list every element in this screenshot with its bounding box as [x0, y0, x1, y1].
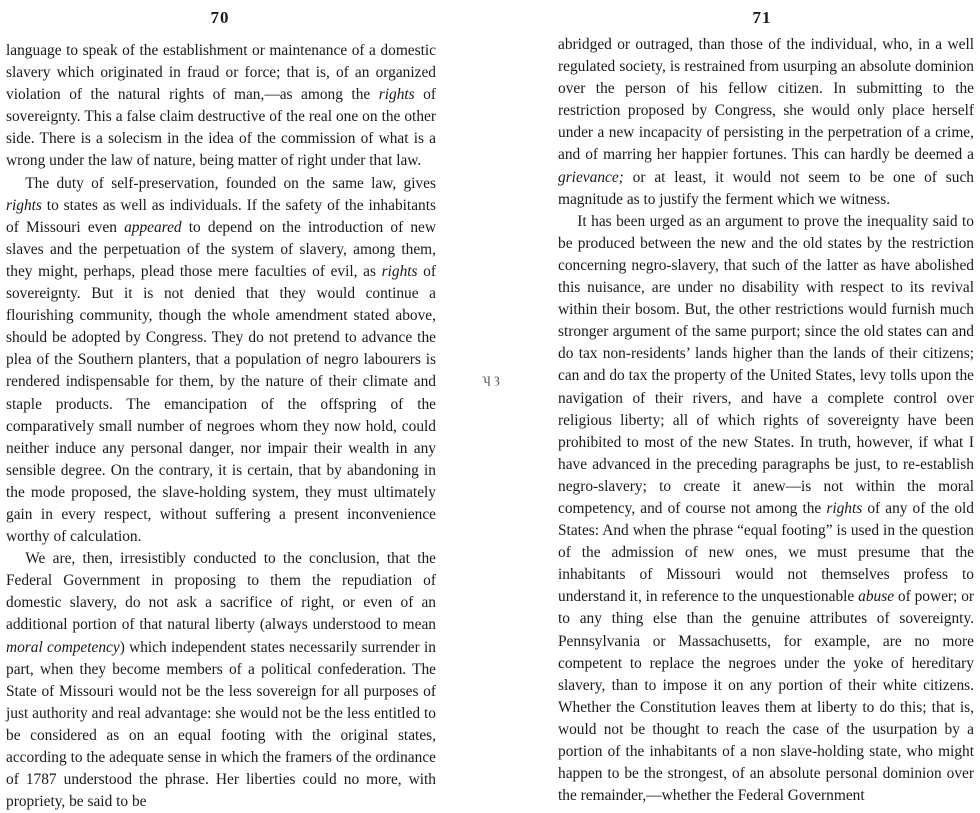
text-segment: We are, then, irresistibly conducted to the conclusion, that the Federal Government in proposing to them the repudiation of domestic slavery, do not ask a sacrifice of right, or even of an additional portion of that natural liberty (always understood to mean	[6, 550, 436, 634]
text-segment: language to speak of the establishment or maintenance of a domestic slavery which originated in fraud or force; that is, of an organized violation of the natural rights of man,—as among the	[6, 42, 436, 104]
left-paragraph-3	[6, 548, 436, 813]
italic-text: rights	[826, 499, 863, 517]
gutter-mark: ʮ ȝ	[482, 372, 500, 387]
text-segment: to depend on the introduction of new slaves and the perpetuation of the system of slavery, among them, they might, perhaps, plead those mere faculties of evil, as	[6, 218, 436, 280]
text-segment: ) which independent states necessarily surrender in part, when they become members of a political confederation. The State of Missouri would not be the less sovereign for all purposes of just authority and real advantage: she would not be the less entitled to be considered as on an equal footing with the original states, according to the adequate sense in which the framers of the ordinance of 1787 understood the phrase. Her liberties could no more, with propriety, be said to be	[6, 638, 436, 811]
italic-text: rights	[6, 196, 42, 214]
text-segment: or at least, it would not seem to be one of such magnitude as to justify the ferment which we witness.	[558, 168, 974, 208]
left-paragraph-1	[6, 40, 436, 173]
text-segment: abridged or outraged, than those of the individual, who, in a well regulated society, is restrained from usurping an absolute dominion over the person of his fellow citizen. In submitting to the restriction proposed by Congress, she would only place herself under a new incapacity of persisting in the perpetration of a crime, and of marring her happier fortunes. This can hardly be deemed a	[558, 36, 974, 164]
page-number-left: 70	[210, 8, 230, 27]
left-page-body	[6, 40, 436, 813]
italic-text: abuse	[858, 588, 895, 606]
italic-text: grievance;	[558, 168, 624, 186]
right-paragraph-1	[558, 34, 974, 211]
text-segment: It has been urged as an argument to prove the inequality said to be produced between the new and the old states by the restriction concerning negro-slavery, that such of the latter as have abolished this nuisance, are under no disability with respect to its revival within their bosom. But, the other restrictions would furnish much stronger argument of the same purport; since the old states can and do tax non-residents’ lands higher than the lands of their citizens; can and do tax the property of the United States, levy tolls upon the navigation of their rivers, and have a complete control over religious liberty; all of which rights of sovereignty have been prohibited to most of the new States. In truth, however, if what I have advanced in the preceding paragraphs be just, to re-establish negro-slavery; to create it anew—is not within the moral competency, and of course not among the	[558, 212, 974, 517]
right-page-body	[558, 34, 974, 807]
text-segment: The duty of self-preservation, founded on the same law, gives	[25, 174, 436, 192]
left-paragraph-2	[6, 173, 436, 549]
text-segment: of sovereignty. But it is not denied that they would continue a flourishing community, though the whole amendment stated above, should be adopted by Congress. They do not pretend to advance the plea of the Southern planters, that a population of negro labourers is rendered indispensable for them, by the nature of their climate and staple products. The emancipation of the offspring of the comparatively small number of negroes whom they now hold, could neither induce any personal danger, nor impair their wealth in any sensible degree. On the contrary, it is certain, that by abandoning in the mode proposed, the slave-holding system, they must ultimately gain in every respect, without suffering a present inconvenience worthy of calculation.	[6, 262, 436, 546]
text-segment: of sovereignty. This a false claim destructive of the real one on the other side. There is a solecism in the idea of the commission of what is a wrong under the law of nature, being matter of right under that law.	[6, 86, 436, 170]
italic-text: appeared	[124, 218, 182, 236]
text-segment: to states as well as individuals. If the safety of the inhabitants of Missouri even	[6, 196, 436, 236]
text-segment: of any of the old States: And when the phrase “equal footing” is used in the question of the admission of new ones, we must presume that the inhabitants of Missouri would not themselves profess to understand it, in reference to the unquestionable	[558, 499, 975, 606]
page-number-right: 71	[752, 8, 772, 27]
italic-text: rights	[381, 262, 418, 280]
italic-text: moral competency	[6, 638, 120, 656]
right-paragraph-2	[558, 211, 974, 808]
text-segment: of power; or to any thing else than the genuine attributes of sovereignty. Pennsylvania or Massachusetts, for example, are no more competent to replace the negroes under the yoke of hereditary slavery, than to impose it on any portion of their white citizens. Whether the Constitution leaves them at liberty to do this; that is, would not be thought to reach the case of the usurpation by a portion of the inhabitants of a non slave-holding state, who might happen to be the strongest, of an absolute personal dominion over the remainder,—whether the Federal Government	[558, 588, 975, 805]
italic-text: rights	[378, 86, 415, 104]
